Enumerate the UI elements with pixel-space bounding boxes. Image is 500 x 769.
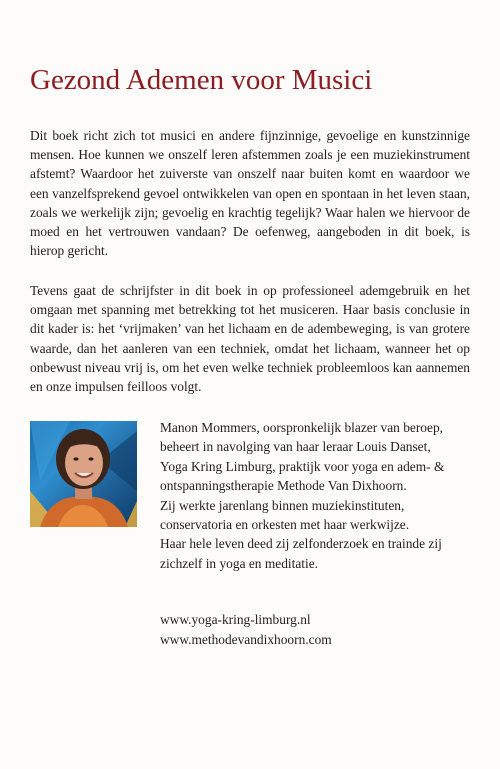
book-title: Gezond Ademen voor Musici (30, 64, 373, 96)
author-photo (30, 421, 137, 527)
description-paragraph-2: Tevens gaat de schrijfster in dit boek in op professioneel ademgebruik en het omgaan met spanning met betrekking tot het musiceren. Haar basis conclusie in dit kader is: het ‘vrijmaken’ van het lichaam en de adembeweging, is van grotere waarde, dan het aanleren van een techniek, omdat het lichaam, wanneer het op onbewust niveau vrij is, om het even welke techniek probleemloos kan aannemen en onze impulsen feilloos volgt. (30, 283, 470, 395)
bio-line: Zij werkte jarenlang binnen muziekinstituten, (160, 497, 405, 513)
bio-line: conservatoria en orkesten met haar werkwijze. (160, 517, 410, 533)
author-portrait-illustration (30, 421, 137, 527)
bio-line: Haar hele leven deed zij zelfonderzoek en trainde zij (160, 536, 442, 552)
description-paragraph-1: Dit boek richt zich tot musici en andere fijnzinnige, gevoelige en kunstzinnige mensen. Hoe kunnen we onszelf leren afstemmen zoals je een muziekinstrument afstemt? Waardoor het zuiverste van onszelf naar buiten komt en waardoor we een vanzelfsprekend gevoel ontwikkelen van open en spontaan in het leven staan, zoals we werkelijk zijn; gevoelig en krachtig tegelijk? Waar halen we hiervoor de moed en het vertrouwen vandaan? De oefenweg, aangeboden in dit boek, is hierop gericht. (30, 128, 470, 259)
bio-line: beheert in navolging van haar leraar Louis Danset, (160, 439, 431, 455)
bio-line: ontspanningstherapie Methode Van Dixhoorn. (160, 478, 407, 494)
bio-line: Manon Mommers, oorspronkelijk blazer van beroep, (160, 420, 443, 435)
website-links (160, 610, 460, 649)
website-link-methode[interactable]: www.methodevandixhoorn.com (160, 631, 332, 647)
bio-line: Yoga Kring Limburg, praktijk voor yoga en adem- & (160, 458, 445, 474)
website-link-yoga-kring[interactable]: www.yoga-kring-limburg.nl (160, 612, 311, 627)
author-bio (160, 418, 480, 573)
bio-line: zichzelf in yoga en meditatie. (160, 555, 319, 571)
